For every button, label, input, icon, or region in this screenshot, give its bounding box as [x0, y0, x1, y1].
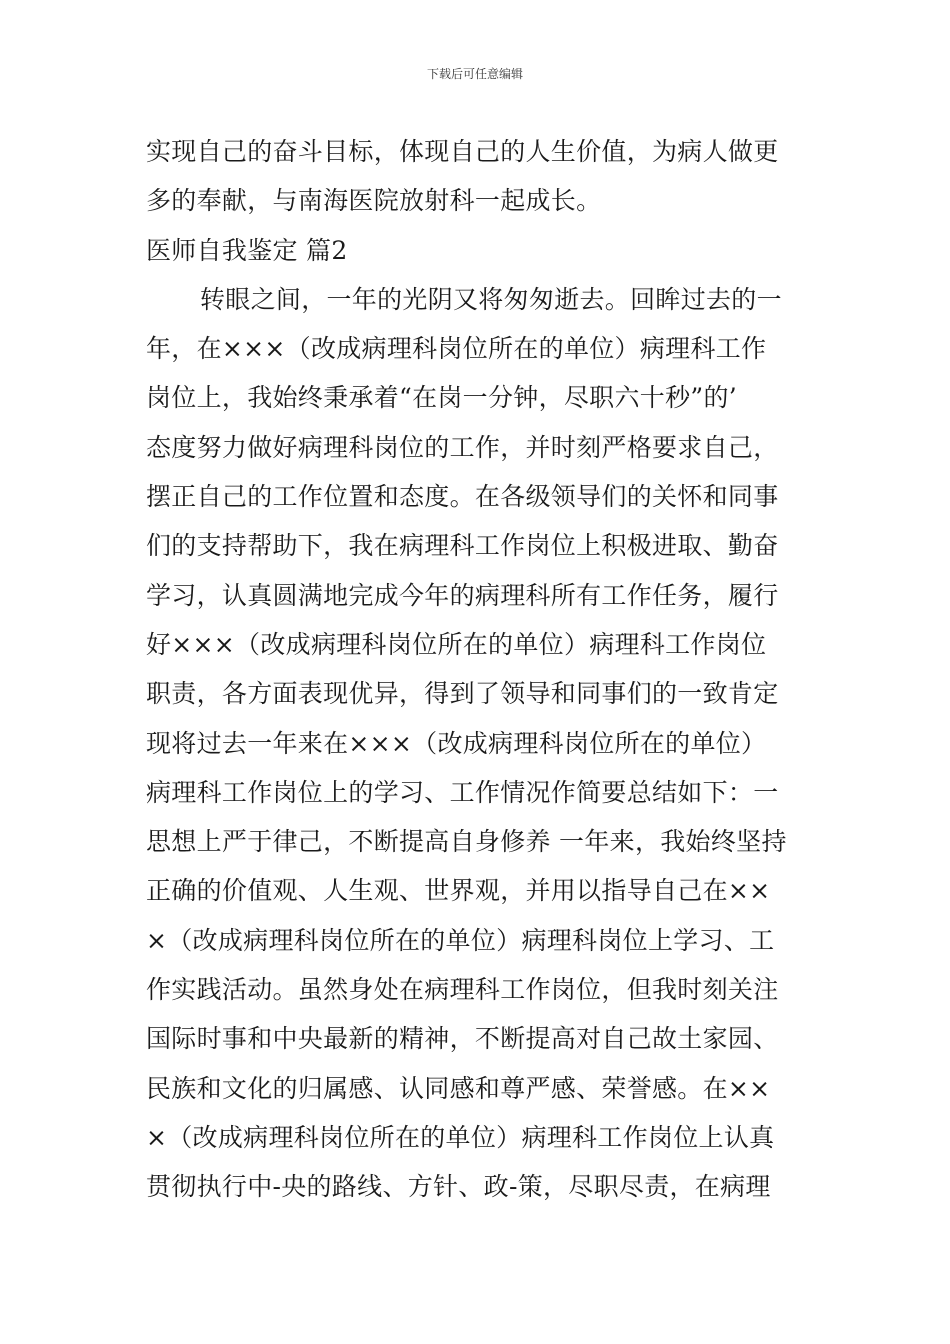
text-line: 病理科工作岗位上的学习、工作情况作简要总结如下：一 — [146, 777, 779, 807]
section-heading: 医师自我鉴定 篇2 — [146, 235, 348, 265]
paragraph-first-line: 转眼之间，一年的光阴又将匆匆逝去。回眸过去的一 — [200, 284, 782, 314]
text-line: 职责，各方面表现优异，得到了领导和同事们的一致肯定 — [146, 679, 779, 709]
text-line: 国际时事和中央最新的精神，不断提高对自己故土家园、 — [146, 1024, 779, 1054]
text-line: 思想上严于律己，不断提高自身修养 一年来，我始终坚持 — [146, 827, 787, 857]
text-line: 摆正自己的工作位置和态度。在各级领导们的关怀和同事 — [146, 482, 779, 512]
text-line: 实现自己的奋斗目标，体现自己的人生价值，为病人做更 — [146, 137, 779, 166]
page-header: 下载后可任意编辑 — [426, 67, 523, 81]
text-line: 年，在×××（改成病理科岗位所在的单位）病理科工作 — [146, 334, 767, 364]
text-line: 现将过去一年来在×××（改成病理科岗位所在的单位） — [146, 728, 767, 758]
text-line: 岗位上，我始终秉承着“在岗一分钟，尽职六十秒”的’ — [146, 383, 738, 413]
text-line: 们的支持帮助下，我在病理科工作岗位上积极进取、勤奋 — [146, 531, 779, 561]
text-line: 民族和文化的归属感、认同感和尊严感、荣誉感。在×× — [146, 1073, 771, 1103]
text-line: ×（改成病理科岗位所在的单位）病理科工作岗位上认真 — [146, 1122, 775, 1152]
text-line: 多的奉献，与南海医院放射科一起成长。 — [146, 186, 602, 216]
text-line: 作实践活动。虽然身处在病理科工作岗位，但我时刻关注 — [146, 975, 779, 1005]
text-line: 正确的价值观、人生观、世界观，并用以指导自己在×× — [146, 876, 771, 906]
document-body — [146, 127, 816, 1212]
text-line: 态度努力做好病理科岗位的工作，并时刻严格要求自己， — [146, 432, 779, 462]
text-line: 贯彻执行中-央的路线、方针、政-策，尽职尽责，在病理 — [146, 1172, 771, 1202]
text-line: 好×××（改成病理科岗位所在的单位）病理科工作岗位 — [146, 629, 767, 659]
text-line: ×（改成病理科岗位所在的单位）病理科岗位上学习、工 — [146, 925, 775, 955]
text-line: 学习，认真圆满地完成今年的病理科所有工作任务，履行 — [146, 580, 779, 610]
